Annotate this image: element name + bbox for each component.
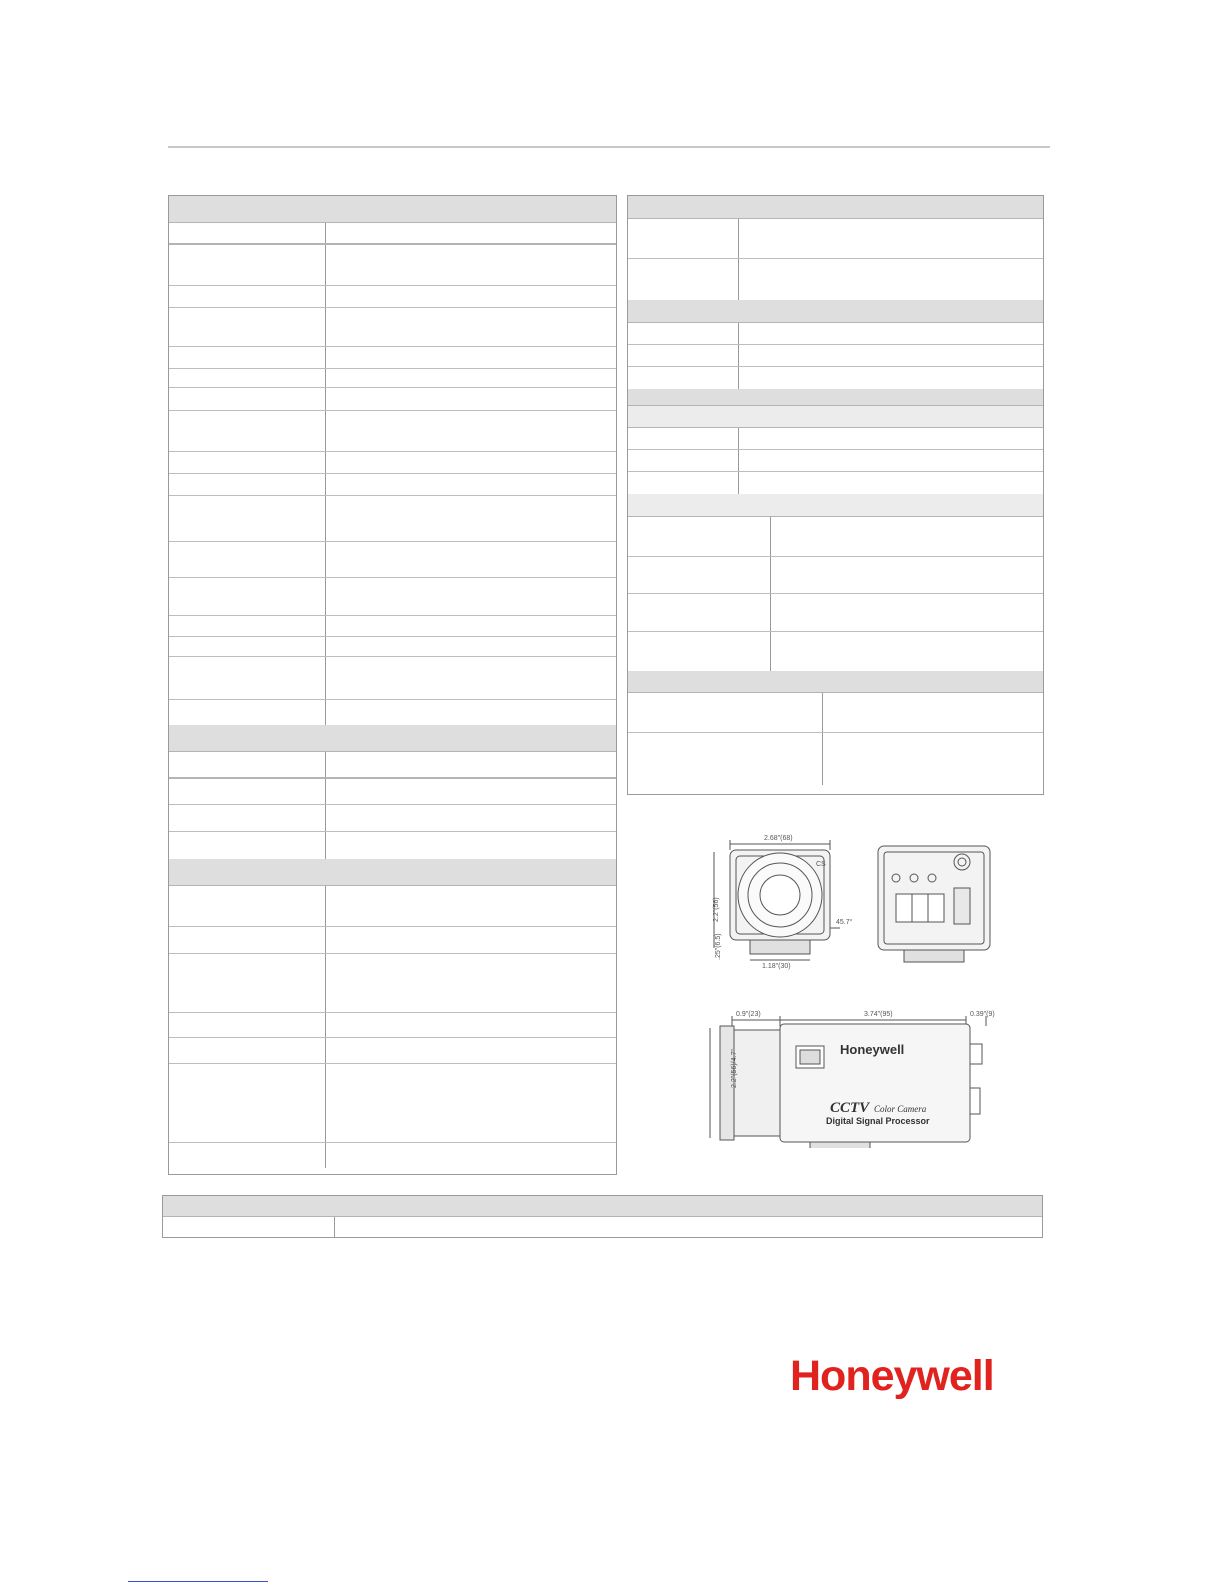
row-label-cell	[169, 832, 326, 859]
row-value-cell	[326, 927, 616, 953]
row-label-cell	[628, 594, 771, 631]
row-label-cell	[628, 367, 739, 389]
table-row	[628, 557, 1043, 594]
row-value-cell	[326, 1038, 616, 1063]
table-row	[169, 474, 616, 496]
row-value-cell	[326, 886, 616, 926]
row-label-cell	[628, 517, 771, 556]
table-row	[169, 700, 616, 725]
row-value-cell	[739, 450, 1043, 471]
row-value-cell	[739, 428, 1043, 449]
row-label-cell	[169, 752, 326, 777]
table-row	[169, 805, 616, 832]
right-section-rows-3	[628, 428, 1043, 494]
table-row	[169, 308, 616, 347]
row-value-cell	[326, 954, 616, 1012]
table-row	[169, 657, 616, 700]
row-label-cell	[169, 411, 326, 451]
table-row	[169, 832, 616, 859]
section-header-1	[169, 196, 616, 223]
row-value-cell	[326, 496, 616, 541]
row-value-cell	[326, 578, 616, 615]
table-row	[628, 733, 1043, 785]
right-section-rows-1	[628, 219, 1043, 300]
row-label-cell	[163, 1217, 335, 1237]
table-row	[628, 367, 1043, 389]
row-label-cell	[169, 779, 326, 804]
table-row	[628, 259, 1043, 300]
row-value-cell	[326, 832, 616, 859]
row-value-cell	[326, 308, 616, 346]
table-row	[169, 411, 616, 452]
row-value-cell	[739, 367, 1043, 389]
row-value-cell	[823, 733, 1043, 785]
table-row	[169, 954, 616, 1013]
row-value-cell	[326, 1143, 616, 1168]
table-row	[628, 323, 1043, 345]
row-value-cell	[739, 345, 1043, 366]
footer-link-underline[interactable]	[128, 1581, 268, 1582]
row-label-cell	[169, 700, 326, 725]
row-value-cell	[326, 452, 616, 473]
front-offset-dim: .25"(6.5)	[715, 933, 722, 960]
mount-width-dim: 1.18"(30)	[762, 963, 791, 970]
row-label-cell	[169, 245, 326, 285]
side-dim-1: 0.9"(23)	[736, 1011, 761, 1018]
row-label-cell	[169, 286, 326, 307]
row-value-cell	[326, 245, 616, 285]
camera-rear-view	[878, 846, 990, 962]
row-label-cell	[628, 557, 771, 593]
left-spec-table	[168, 195, 617, 1175]
table-row	[628, 632, 1043, 671]
row-label-cell	[169, 542, 326, 577]
row-label-cell	[628, 450, 739, 471]
right-section-rows-2	[628, 323, 1043, 389]
row-value-cell	[326, 369, 616, 387]
table-row	[169, 369, 616, 388]
right-section-header-4	[628, 494, 1043, 517]
table-row	[163, 1217, 1042, 1237]
front-width-dim: 2.68"(68)	[764, 835, 793, 842]
row-label-cell	[169, 616, 326, 636]
mount-label: CS	[816, 861, 826, 868]
table-row	[169, 542, 616, 578]
table-row	[169, 286, 616, 308]
row-label-cell	[628, 219, 739, 258]
camera-dimension-drawing	[700, 828, 1010, 1148]
row-value-cell	[739, 219, 1043, 258]
row-value-cell	[326, 616, 616, 636]
camera-cctv-label: CCTV	[830, 1100, 870, 1116]
row-label-cell	[169, 452, 326, 473]
table-row	[169, 1064, 616, 1143]
row-value-cell	[326, 657, 616, 699]
right-subsection-header-3	[628, 406, 1043, 428]
row-label-cell	[169, 308, 326, 346]
row-value-cell	[739, 259, 1043, 300]
row-value-cell	[739, 472, 1043, 494]
table-row	[169, 927, 616, 954]
table-row	[628, 428, 1043, 450]
table-row	[169, 752, 616, 779]
row-label-cell	[169, 388, 326, 410]
row-value-cell	[326, 411, 616, 451]
table-row	[169, 578, 616, 616]
row-value-cell	[326, 637, 616, 656]
table-row	[628, 594, 1043, 632]
table-row	[628, 517, 1043, 557]
row-label-cell	[169, 223, 326, 243]
table-row	[169, 347, 616, 369]
angle-dim: 45.7°	[836, 919, 853, 926]
table-row	[169, 886, 616, 927]
side-dim-3: 0.39"(9)	[970, 1011, 995, 1018]
row-value-cell	[326, 542, 616, 577]
right-section-header-2	[628, 300, 1043, 323]
row-label-cell	[169, 954, 326, 1012]
row-value-cell	[771, 594, 1043, 631]
side-dim-2: 3.74"(95)	[864, 1011, 893, 1018]
right-spec-table	[627, 195, 1044, 795]
row-label-cell	[628, 632, 771, 671]
section-rows-1	[169, 223, 616, 725]
row-label-cell	[169, 886, 326, 926]
row-label-cell	[169, 637, 326, 656]
row-value-cell	[326, 1013, 616, 1037]
row-value-cell	[326, 779, 616, 804]
row-value-cell	[326, 700, 616, 725]
row-label-cell	[628, 733, 823, 785]
section-rows-3	[169, 886, 616, 1168]
table-row	[628, 345, 1043, 367]
section-header-2	[169, 725, 616, 752]
row-value-cell	[771, 517, 1043, 556]
camera-color-label: Color Camera	[874, 1104, 927, 1114]
camera-dsp-label: Digital Signal Processor	[826, 1116, 930, 1126]
row-label-cell	[628, 323, 739, 344]
table-row	[169, 637, 616, 657]
bottom-spec-table	[162, 1195, 1043, 1238]
table-row	[169, 779, 616, 805]
row-value-cell	[739, 323, 1043, 344]
bottom-section-header	[163, 1196, 1042, 1217]
row-value-cell	[823, 693, 1043, 732]
row-value-cell	[326, 347, 616, 368]
row-label-cell	[169, 578, 326, 615]
row-label-cell	[169, 474, 326, 495]
row-label-cell	[169, 1038, 326, 1063]
right-section-header-5	[628, 671, 1043, 693]
camera-side-view	[710, 1016, 986, 1148]
row-value-cell	[326, 1064, 616, 1142]
bottom-section-rows	[163, 1217, 1042, 1237]
row-value-cell	[326, 474, 616, 495]
side-height-dim: 2.2"(56)/4.7"	[731, 1049, 738, 1088]
row-label-cell	[169, 657, 326, 699]
row-label-cell	[628, 345, 739, 366]
table-row	[169, 223, 616, 245]
front-height-dim: 2.2"(56)	[713, 897, 720, 922]
row-value-cell	[335, 1217, 1042, 1237]
row-label-cell	[628, 428, 739, 449]
table-row	[169, 1038, 616, 1064]
right-section-header-3	[628, 389, 1043, 406]
camera-brand-label: Honeywell	[840, 1042, 905, 1057]
row-label-cell	[169, 369, 326, 387]
section-header-3	[169, 859, 616, 886]
row-value-cell	[771, 557, 1043, 593]
row-label-cell	[169, 805, 326, 831]
row-label-cell	[169, 1013, 326, 1037]
row-value-cell	[326, 388, 616, 410]
table-row	[628, 693, 1043, 733]
section-rows-2	[169, 752, 616, 859]
right-section-rows-5	[628, 693, 1043, 785]
honeywell-logo: Honeywell	[790, 1352, 994, 1400]
row-label-cell	[169, 1064, 326, 1142]
row-value-cell	[326, 805, 616, 831]
row-label-cell	[169, 347, 326, 368]
camera-front-view	[714, 840, 840, 960]
header-rule	[168, 146, 1050, 148]
row-label-cell	[628, 693, 823, 732]
table-row	[169, 1143, 616, 1168]
row-value-cell	[771, 632, 1043, 671]
table-row	[628, 450, 1043, 472]
table-row	[169, 1013, 616, 1038]
row-label-cell	[169, 496, 326, 541]
row-label-cell	[169, 1143, 326, 1168]
table-row	[169, 245, 616, 286]
row-label-cell	[169, 927, 326, 953]
table-row	[169, 616, 616, 637]
row-label-cell	[628, 472, 739, 494]
table-row	[169, 452, 616, 474]
table-row	[628, 219, 1043, 259]
row-value-cell	[326, 752, 616, 777]
row-value-cell	[326, 286, 616, 307]
table-row	[169, 388, 616, 411]
right-section-header-1	[628, 196, 1043, 219]
right-section-rows-4	[628, 517, 1043, 671]
table-row	[169, 496, 616, 542]
table-row	[628, 472, 1043, 494]
row-value-cell	[326, 223, 616, 243]
row-label-cell	[628, 259, 739, 300]
